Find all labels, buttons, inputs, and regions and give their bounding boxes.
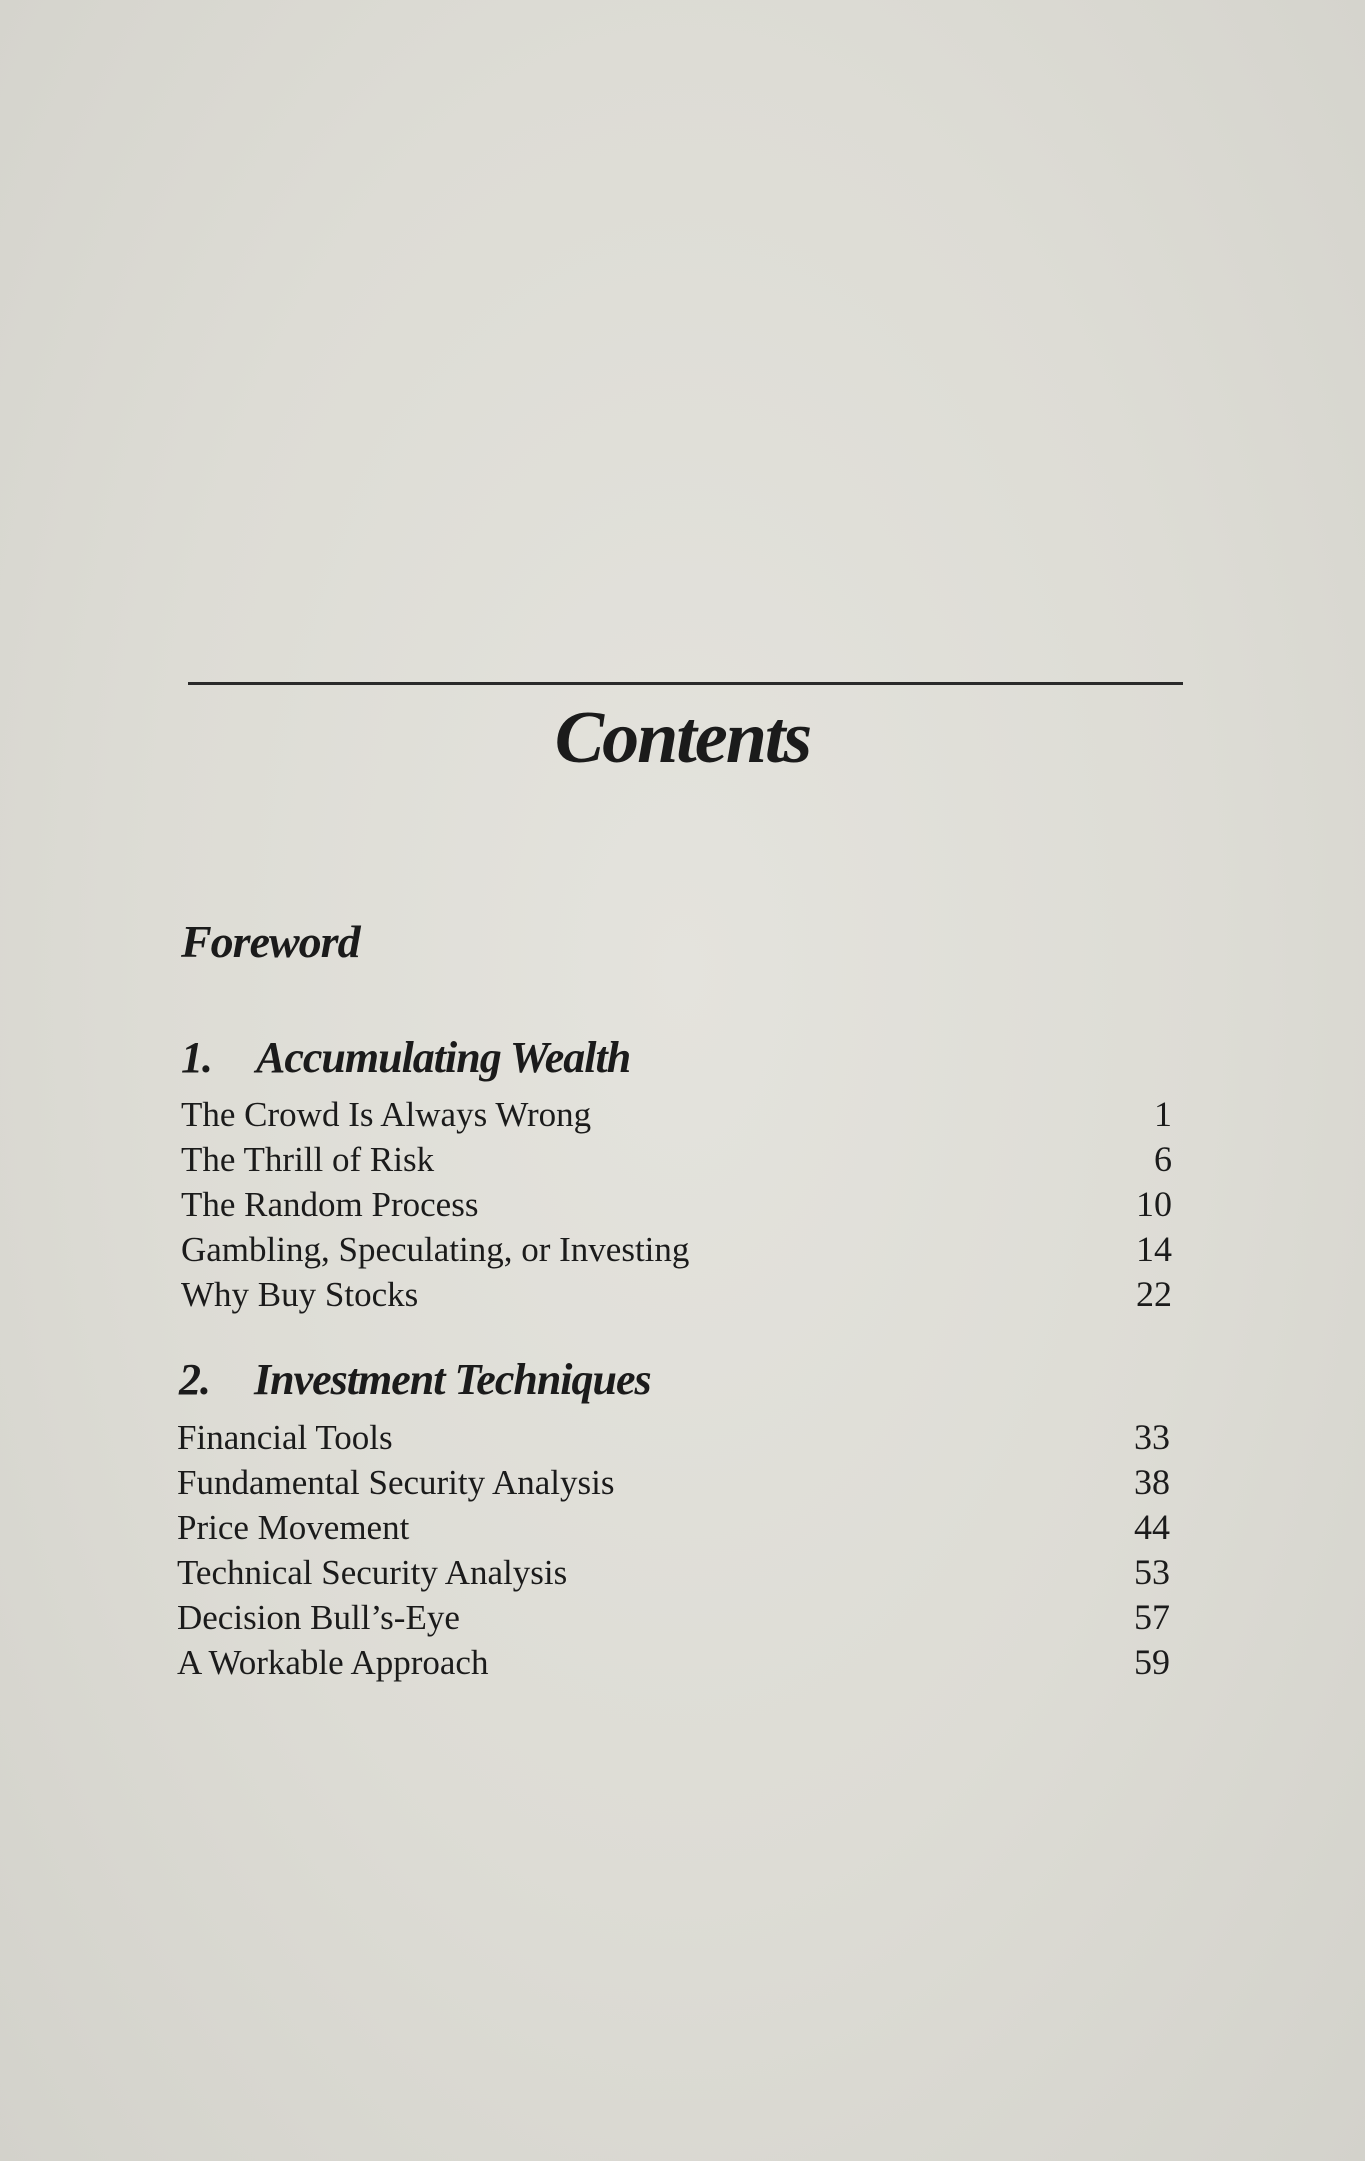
toc-entry-page: 57 [1134,1597,1170,1637]
toc-entry-label: Gambling, Speculating, or Investing [181,1230,690,1269]
toc-entry [177,1505,1170,1550]
toc-entry-page: 10 [1136,1184,1172,1224]
chapter-1-title: Accumulating Wealth [256,1033,631,1082]
toc-entry [181,1137,1172,1182]
chapter-1-entries [181,1092,1172,1317]
toc-entry [181,1182,1172,1227]
toc-entry-label: Financial Tools [177,1418,393,1457]
toc-entry [177,1640,1170,1685]
toc-entry [181,1272,1172,1317]
toc-entry-page: 14 [1136,1229,1172,1269]
toc-entry-page: 6 [1154,1139,1172,1179]
toc-entry-page: 1 [1154,1094,1172,1134]
toc-entry-label: A Workable Approach [177,1643,489,1682]
toc-entry-page: 44 [1134,1507,1170,1547]
toc-entry-page: 22 [1136,1274,1172,1314]
chapter-1-number: 1. [181,1033,212,1082]
chapter-2-number: 2. [179,1355,210,1404]
toc-entry [181,1227,1172,1272]
toc-entry-label: Why Buy Stocks [181,1275,419,1314]
chapter-1-heading [181,1028,630,1088]
toc-entry-label: The Crowd Is Always Wrong [181,1095,592,1134]
toc-entry [177,1460,1170,1505]
toc-entry-label: Fundamental Security Analysis [177,1463,615,1502]
foreword-heading: Foreword [181,916,360,967]
toc-entry-page: 38 [1134,1462,1170,1502]
chapter-2-heading [179,1350,651,1410]
toc-entry-page: 59 [1134,1642,1170,1682]
toc-entry [181,1092,1172,1137]
toc-entry-label: The Thrill of Risk [181,1140,435,1179]
toc-entry-page: 33 [1134,1417,1170,1457]
toc-entry [177,1550,1170,1595]
chapter-2-entries [177,1415,1170,1685]
page-title: Contents [554,697,811,779]
toc-entry-label: The Random Process [181,1185,479,1224]
toc-entry [177,1595,1170,1640]
chapter-2-title: Investment Techniques [254,1355,651,1404]
toc-entry-label: Price Movement [177,1508,410,1547]
title-rule [188,682,1183,685]
toc-entry-label: Technical Security Analysis [177,1553,568,1592]
toc-entry-page: 53 [1134,1552,1170,1592]
toc-entry [177,1415,1170,1460]
toc-entry-label: Decision Bull’s-Eye [177,1598,460,1637]
